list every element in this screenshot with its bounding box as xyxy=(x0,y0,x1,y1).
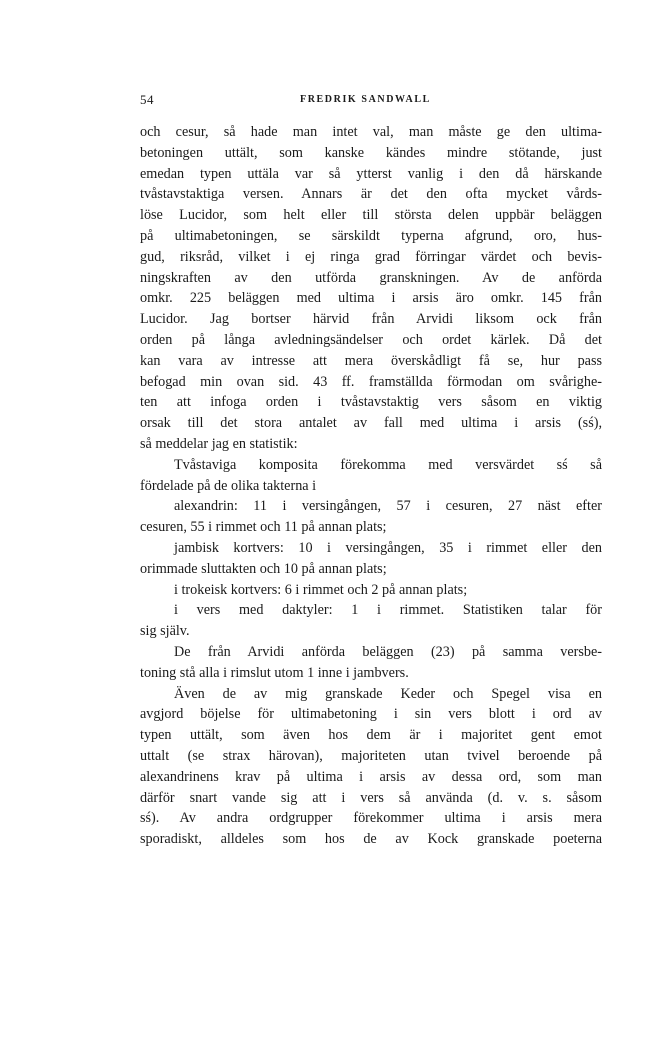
text-line: typen uttält, som även hos dem är i majoritet gent emot xyxy=(140,727,602,744)
text-line: Tvåstaviga komposita förekomma med versvärdet sś så xyxy=(174,456,602,473)
text-line: kan vara av intresse att mera överskådligt få se, hur pass xyxy=(140,352,602,369)
text-line: jambisk kortvers: 10 i versingången, 35 i rimmet eller den xyxy=(174,539,602,556)
text-line: emedan typen uttäla var så ytterst vanlig i den då härskande xyxy=(140,165,602,182)
text-line: Lucidor. Jag bortser härvid från Arvidi liksom ock från xyxy=(140,311,602,328)
text-line: tvåstavstaktiga versen. Annars är det den ofta mycket vårds- xyxy=(140,186,602,203)
text-line: omkr. 225 beläggen med ultima i arsis äro omkr. 145 från xyxy=(140,290,602,307)
text-line: i trokeisk kortvers: 6 i rimmet och 2 på annan plats; xyxy=(174,581,468,598)
page-number: 54 xyxy=(140,92,154,107)
text-line: alexandrinens krav på ultima i arsis av dessa ord, som man xyxy=(140,768,602,785)
page-header xyxy=(140,92,600,112)
text-line: ningskraften av den utförda granskningen. Av de anförda xyxy=(140,269,602,286)
text-line: sporadiskt, alldeles som hos de av Kock granskade poeterna xyxy=(140,831,602,848)
text-line: sś). Av andra ordgrupper förekommer ultima i arsis mera xyxy=(140,810,602,827)
text-line: orsak till det stora antalet av fall med ultima i arsis (sś), xyxy=(140,415,602,432)
text-line: därför snart vande sig att i vers så använda (d. v. s. såsom xyxy=(140,789,602,806)
text-line: i vers med daktyler: 1 i rimmet. Statistiken talar för xyxy=(174,602,602,619)
text-line: ten att infoga orden i tvåstavstaktig vers såsom en viktig xyxy=(140,394,602,411)
text-line: befogad min ovan sid. 43 ff. framställda förmodan om svårighe- xyxy=(140,373,602,390)
text-line: betoningen uttält, som kanske kändes mindre stötande, just xyxy=(140,144,602,161)
text-line: på ultimabetoningen, se särskildt typerna afgrund, oro, hus- xyxy=(140,227,602,244)
text-line: fördelade på de olika takterna i xyxy=(140,477,317,494)
text-line: så meddelar jag en statistik: xyxy=(140,435,298,452)
text-line: löse Lucidor, som helt eller till största delen uppbär beläggen xyxy=(140,207,602,224)
running-head: FREDRIK SANDWALL xyxy=(300,94,431,105)
text-line: orden på långa avledningsändelser och ordet kärlek. Då det xyxy=(140,331,602,348)
text-line: cesuren, 55 i rimmet och 11 på annan plats; xyxy=(140,519,387,536)
text-line: uttalt (se strax härovan), majoriteten utan tvivel beroende på xyxy=(140,747,602,764)
text-line: orimmade sluttakten och 10 på annan plats; xyxy=(140,560,387,577)
body-text xyxy=(140,122,602,850)
text-line: gud, riksråd, vilket i ej ringa grad förringar värdet och bevis- xyxy=(140,248,602,265)
text-line: sig själv. xyxy=(140,623,190,640)
text-line: toning stå alla i rimslut utom 1 inne i jambvers. xyxy=(140,664,409,681)
text-line: avgjord böjelse för ultimabetoning i sin vers blott i ord av xyxy=(140,706,602,723)
text-line: De från Arvidi anförda beläggen (23) på samma versbe- xyxy=(174,643,602,660)
text-line: Även de av mig granskade Keder och Spegel visa en xyxy=(174,685,602,702)
text-line: och cesur, så hade man intet val, man måste ge den ultima- xyxy=(140,124,602,140)
text-line: alexandrin: 11 i versingången, 57 i cesuren, 27 näst efter xyxy=(174,498,602,515)
